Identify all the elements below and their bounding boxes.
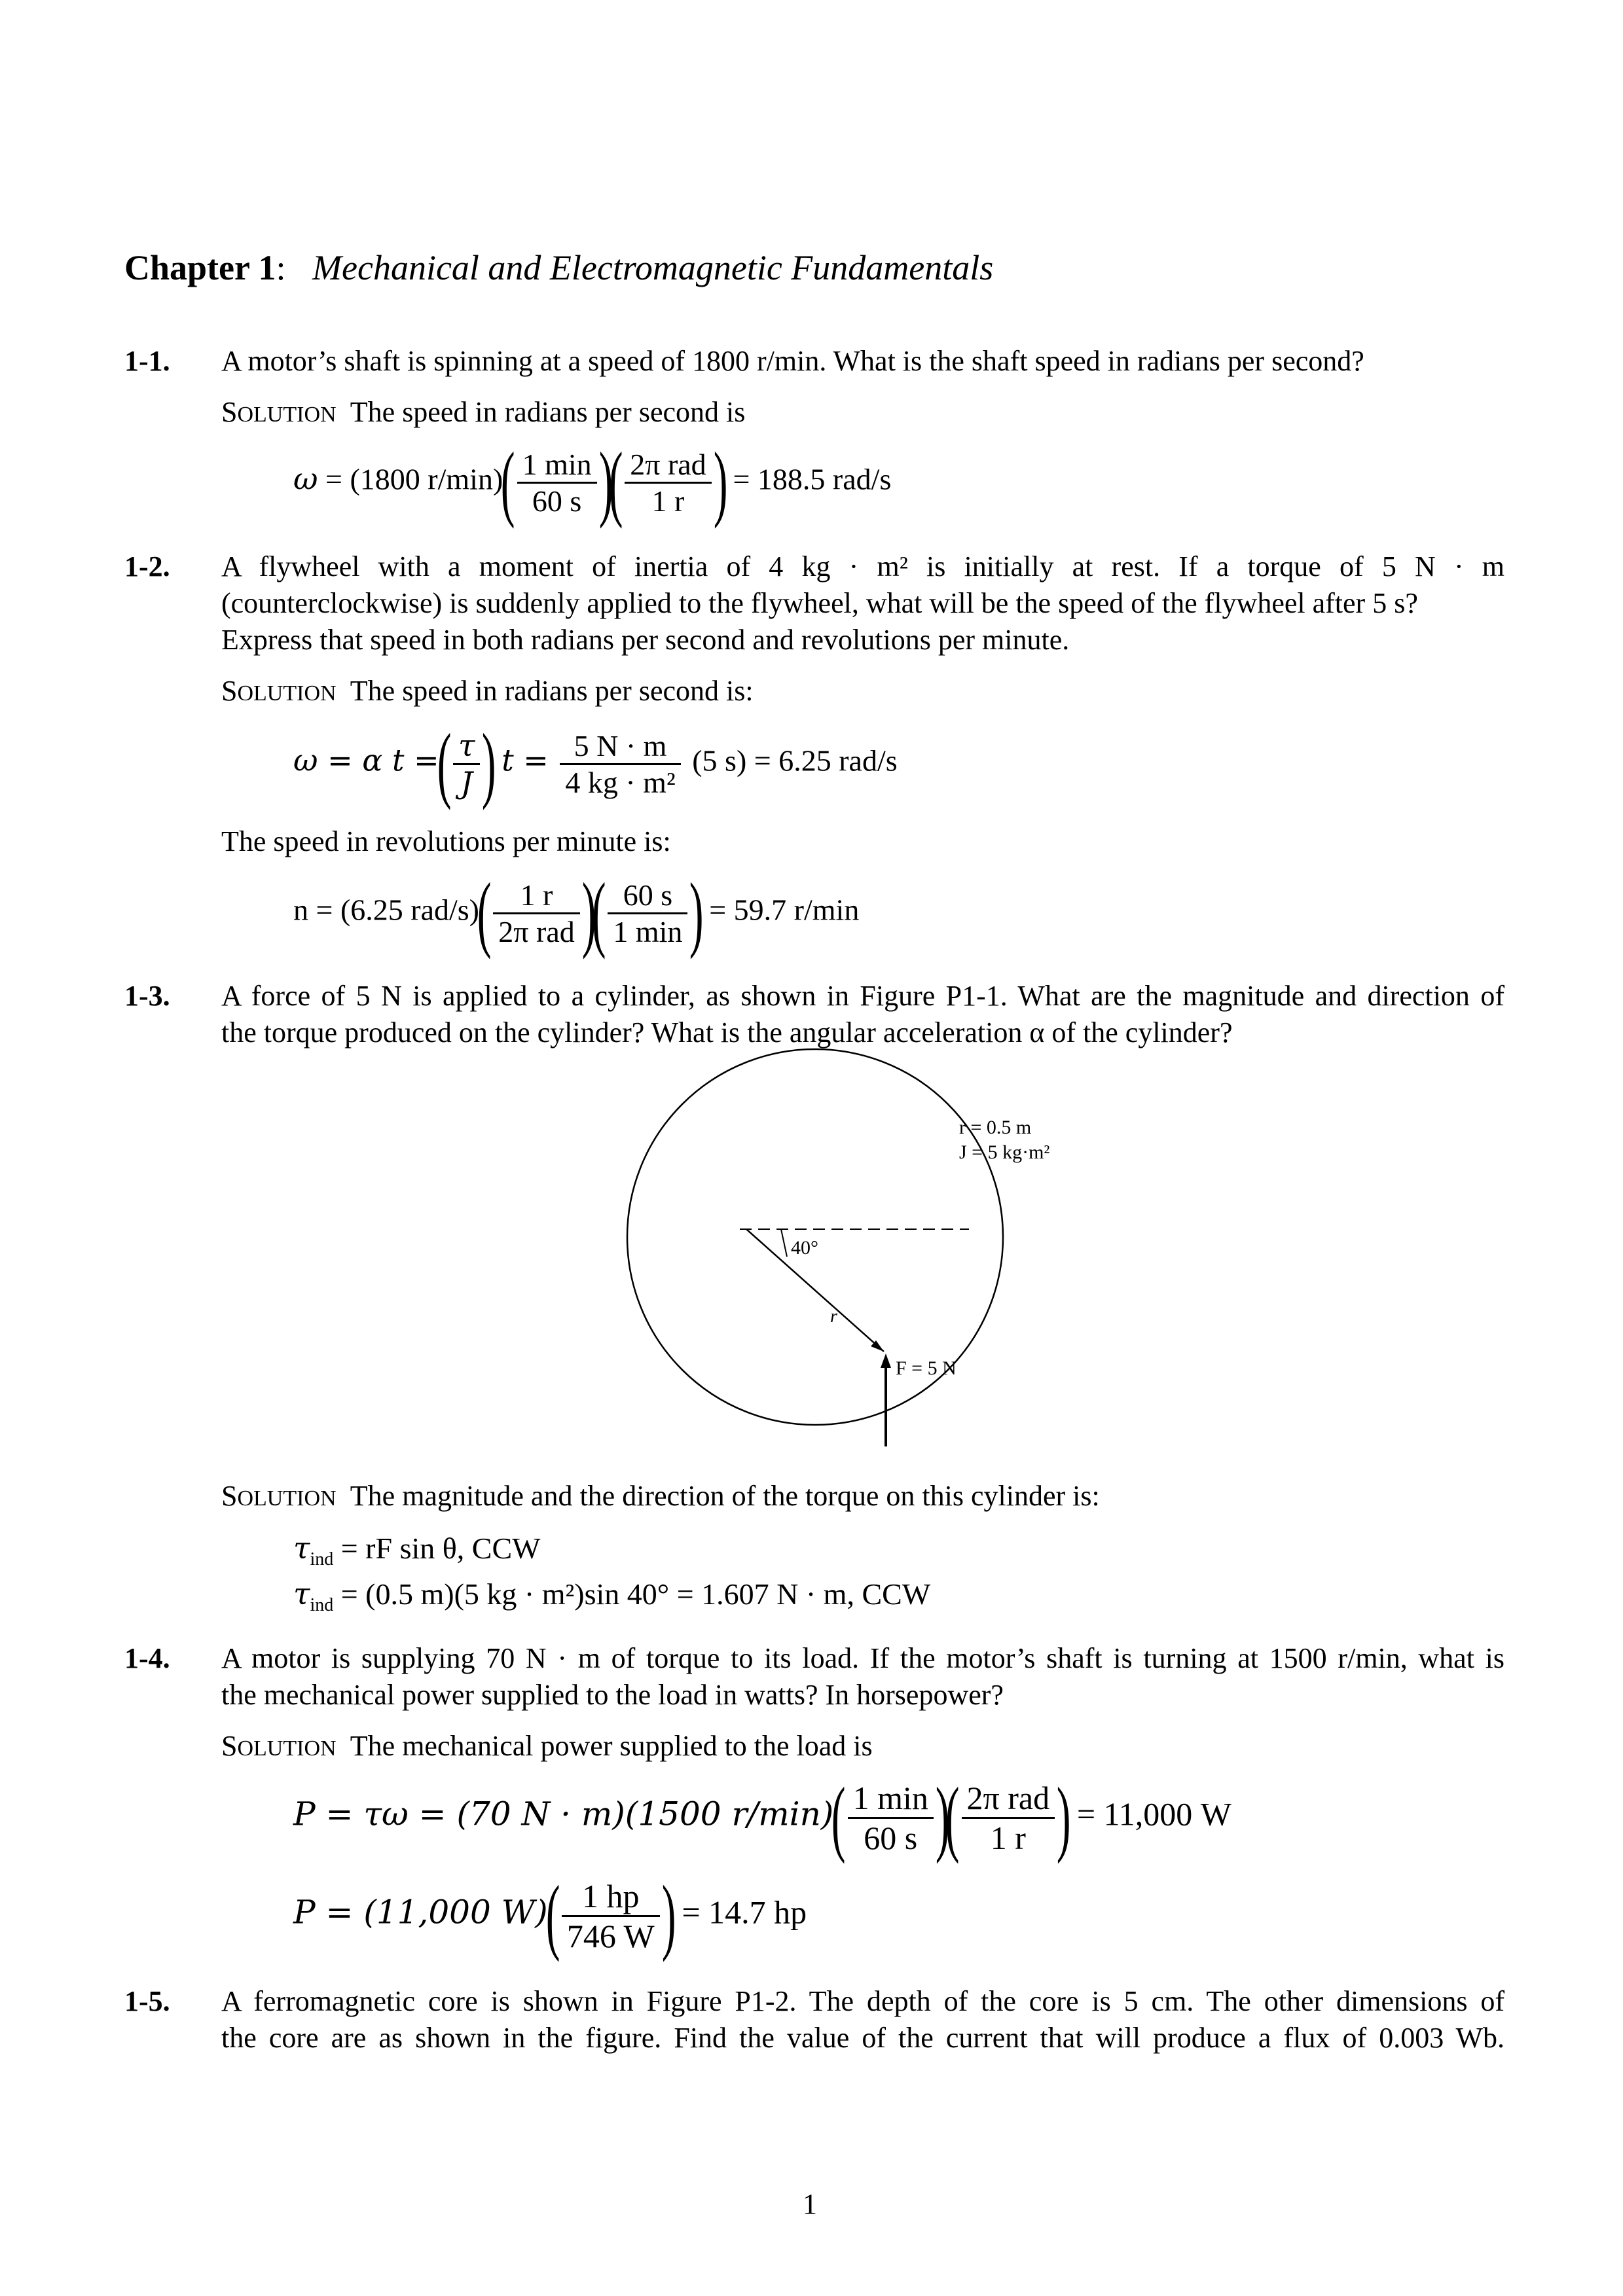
frac-num: 1 hp <box>582 1877 640 1914</box>
frac-den: 2π rad <box>493 912 579 949</box>
solution-intro-1-1: The speed in radians per second is <box>350 396 746 428</box>
page-number: 1 <box>803 2188 817 2220</box>
radius-label: r <box>830 1306 837 1327</box>
angle-label: 40° <box>791 1237 818 1259</box>
eq-subscript: ind <box>310 1549 334 1570</box>
problem-text-1-5-line1: A ferromagnetic core is shown in Figure P1-2. The depth of the core is 5 cm. The other dimensions of <box>221 1985 1504 2017</box>
frac-num: 1 min <box>522 447 592 481</box>
solution-intro-1-2: The speed in radians per second is: <box>350 675 754 707</box>
problem-text-1-4-line2: the mechanical power supplied to the load in watts? In horsepower? <box>221 1679 1004 1711</box>
eq-lhs: τ <box>293 1576 310 1611</box>
solution-label-rest: OLUTION <box>237 1736 337 1761</box>
problem-number-1-2: 1-2. <box>124 550 170 583</box>
problem-text-1-5-line2: the core are as shown in the figure. Find the value of the current that will produce a flux of 0.003 Wb. <box>221 2022 1504 2054</box>
eq-fraction <box>848 1779 934 1857</box>
eq-fraction <box>962 1779 1055 1857</box>
chapter-title: Mechanical and Electromagnetic Fundamentals <box>312 248 994 287</box>
eq-result: = 59.7 r/min <box>709 893 860 927</box>
solution-intro-1-3: The magnitude and the direction of the torque on this cylinder is: <box>350 1480 1100 1512</box>
eq-fraction <box>562 1877 660 1955</box>
solution-label-initial: S <box>221 396 238 428</box>
problem-text-1-2-rpm: The speed in revolutions per minute is: <box>221 825 671 857</box>
force-label: F = 5 N <box>896 1357 957 1379</box>
problem-text-1-2-line1: A flywheel with a moment of inertia of 4 kg · m² is initially at rest. If a torque of 5 N · m <box>221 550 1504 583</box>
solution-label-initial: S <box>221 1480 238 1512</box>
frac-den: 4 kg · m² <box>560 763 680 800</box>
problem-text-1-3-line2: the torque produced on the cylinder? What is the angular acceleration α of the cylinder? <box>221 1016 1233 1049</box>
frac-den: 1 r <box>962 1817 1055 1857</box>
solution-line-1-2 <box>221 674 754 708</box>
eq-result: = 14.7 hp <box>682 1893 807 1931</box>
equation-1-1: ω = (1800 r/min)( $\frac{1 \min}{60 s}$ )( $\frac{\text{2π rad}}{1 r}$ ) = 188.5 rad/s <box>293 435 892 529</box>
problem-number-1-1: 1-1. <box>124 345 170 377</box>
solution-intro-1-4: The mechanical power supplied to the load is <box>350 1730 873 1762</box>
solution-label-rest: OLUTION <box>237 403 337 427</box>
frac-num: 60 s <box>623 878 673 912</box>
eq-lhs: n = (6.25 rad/s) <box>293 893 479 927</box>
eq-lhs: τ <box>293 1530 310 1566</box>
solution-line-1-4 <box>221 1729 873 1763</box>
eq-lhs: ω = α t = <box>293 742 439 778</box>
frac-den: 60 s <box>848 1817 934 1857</box>
equation-1-3a <box>293 1530 541 1570</box>
eq-subscript: ind <box>310 1595 334 1615</box>
frac-num: 2π rad <box>630 447 706 481</box>
solution-line-1-1 <box>221 395 745 429</box>
solution-line-1-3 <box>221 1479 1100 1513</box>
eq-rhs: = (0.5 m)(5 kg · m²)sin 40° = 1.607 N · m, CCW <box>340 1577 931 1611</box>
problem-number-1-5: 1-5. <box>124 1985 170 2017</box>
equation-1-4b: P = (11,000 W)( $\frac{1 hp}{746 W}$ ) = 14.7 hp <box>293 1869 807 1963</box>
eq-fraction <box>608 878 687 949</box>
eq-result: (5 s) = 6.25 rad/s <box>692 744 898 778</box>
equation-1-3b <box>293 1576 930 1616</box>
eq-fraction <box>493 878 579 949</box>
equation-1-2b: n = (6.25 rad/s)( $\frac{1 r}{\text{2π rad}}$ )( $\frac{60 s}{1 \min}$ ) = 59.7 r/min <box>293 866 860 960</box>
eq-fraction <box>625 447 711 518</box>
problem-text-1-4-line1: A motor is supplying 70 N · m of torque to its load. If the motor’s shaft is turning at 1500 r/min, what is <box>221 1642 1504 1674</box>
eq-fraction <box>560 728 680 800</box>
r-value-label: r = 0.5 m <box>959 1117 1032 1138</box>
eq-lhs: P = τω = (70 N · m)(1500 r/min) <box>293 1795 834 1833</box>
eq-fraction <box>453 728 480 800</box>
angle-arc-mark <box>781 1229 787 1257</box>
force-arrowhead <box>881 1354 891 1368</box>
problem-text-1-1: A motor’s shaft is spinning at a speed of 1800 r/min. What is the shaft speed in radians per second? <box>221 345 1364 377</box>
chapter-heading <box>124 247 993 288</box>
solution-label-initial: S <box>221 675 238 707</box>
frac-den: 1 r <box>625 482 711 518</box>
problem-number-1-3: 1-3. <box>124 980 170 1012</box>
chapter-colon: : <box>276 248 286 287</box>
frac-den: 1 min <box>608 912 687 949</box>
solution-label-initial: S <box>221 1730 238 1762</box>
frac-num: 5 N · m <box>574 728 667 762</box>
eq-mid: t = <box>501 742 549 778</box>
frac-den: 746 W <box>562 1915 660 1955</box>
eq-result: = 11,000 W <box>1076 1795 1231 1833</box>
problem-text-1-2-line3: Express that speed in both radians per second and revolutions per minute. <box>221 624 1070 656</box>
problem-text-1-2-line2: (counterclockwise) is suddenly applied to the flywheel, what will be the speed of the flywheel after 5 s? <box>221 587 1418 619</box>
figure-p1-1 <box>537 1021 1050 1453</box>
frac-num: τ <box>458 727 475 763</box>
frac-den: 60 s <box>517 482 597 518</box>
frac-num: 1 min <box>852 1779 928 1816</box>
eq-result: = 188.5 rad/s <box>733 462 892 496</box>
eq-lhs: ω <box>293 461 318 497</box>
chapter-label: Chapter 1 <box>124 248 276 287</box>
equation-1-2a: ω = α t =( $\frac{\tau}{J}$ ) t = $\frac{5 N \cdot m}{\text{4 kg · m²}}$ (5 s) = 6.25 rad/s <box>293 717 898 811</box>
frac-den: J <box>453 763 480 800</box>
solution-label-rest: OLUTION <box>237 1486 337 1511</box>
equation-1-4a: P = τω = (70 N · m)(1500 r/min)( $\frac{1 \min}{60 s}$ )( $\frac{\text{2π rad}}{1 r}$ ) = 11,000 W <box>293 1770 1231 1865</box>
eq-fraction <box>517 447 597 518</box>
problem-number-1-4: 1-4. <box>124 1642 170 1674</box>
frac-num: 2π rad <box>966 1779 1050 1816</box>
eq-rhs: = rF sin θ, CCW <box>340 1532 541 1565</box>
eq-term: (1800 r/min) <box>350 462 503 496</box>
solution-label-rest: OLUTION <box>237 681 337 706</box>
frac-num: 1 r <box>520 878 553 912</box>
j-value-label: J = 5 kg·m² <box>959 1141 1050 1163</box>
eq-lhs: P = (11,000 W) <box>293 1893 548 1931</box>
problem-text-1-3-line1: A force of 5 N is applied to a cylinder, as shown in Figure P1-1. What are the magnitude and direction of <box>221 980 1504 1012</box>
